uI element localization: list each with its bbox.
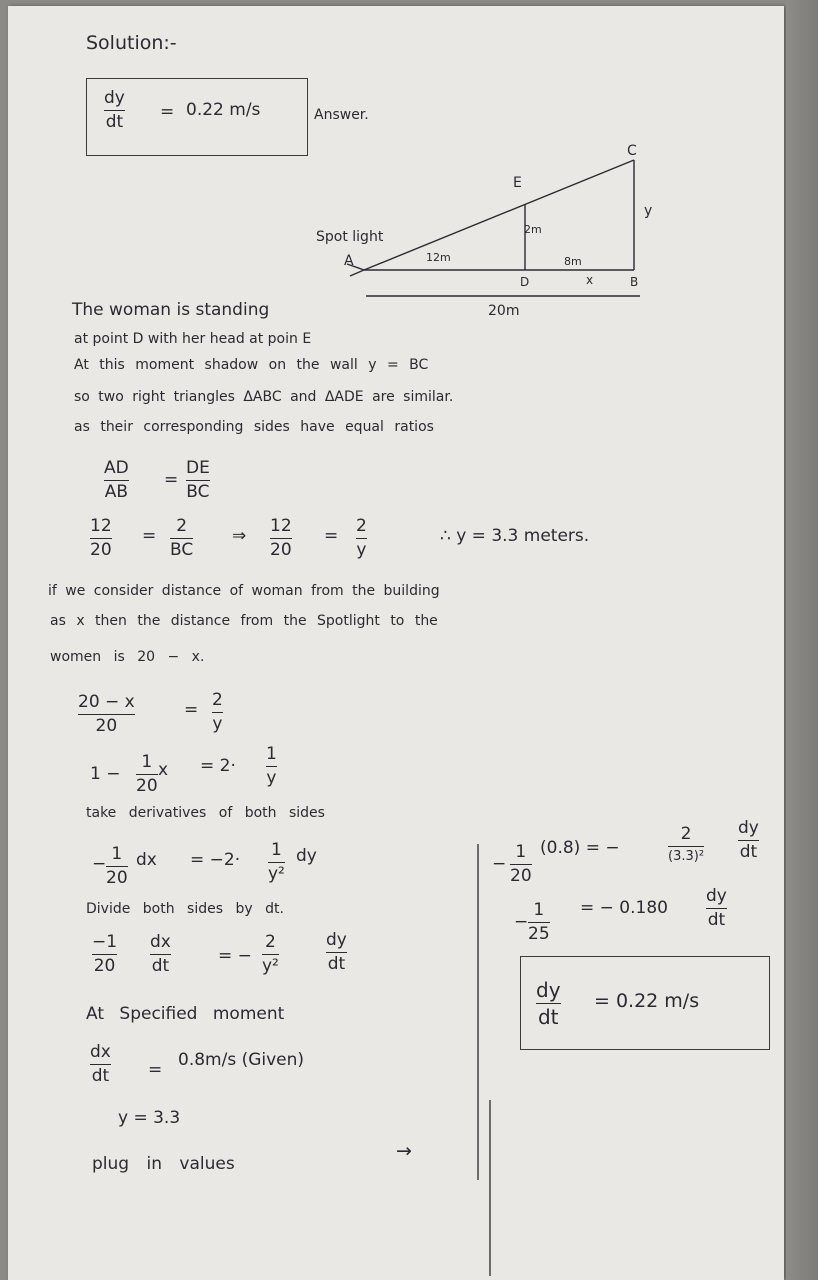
final-answer-value: = 0.22 m/s — [594, 990, 700, 1012]
spotlight-label: Spot light — [316, 229, 384, 245]
answer-tag: Answer. — [314, 107, 369, 123]
given-value: 0.8m/s (Given) — [178, 1050, 305, 1070]
text-line-1: The woman is standing — [72, 300, 270, 320]
text-line-5a: if we consider distance of woman from the building — [48, 583, 440, 599]
label-E: E — [513, 175, 522, 191]
num-dx-a: dx — [150, 932, 171, 952]
frac-1-25 — [528, 902, 550, 943]
label-C: C — [627, 143, 637, 159]
den-y: y — [356, 540, 367, 560]
text-line-5c: women is 20 − x. — [50, 649, 205, 665]
label-y-diagram: y — [644, 203, 653, 219]
num-1-a: 1 — [141, 752, 153, 772]
num-m1: −1 — [92, 932, 118, 952]
answer-dt: dt — [105, 112, 124, 132]
text-line-3: so two right triangles ΔABC and ΔADE are similar. — [74, 389, 454, 405]
den-BC: BC — [170, 540, 194, 560]
text-line-4: as their corresponding sides have equal ratios — [74, 419, 434, 435]
label-A: A — [344, 253, 354, 269]
num-1-e: 1 — [515, 842, 527, 862]
label-8m: 8m — [564, 255, 582, 268]
divide-text: Divide both sides by dt. — [86, 901, 284, 917]
num-12-b: 12 — [270, 516, 292, 536]
num-2-c: 2 — [212, 690, 223, 710]
r2-minus: − — [514, 912, 529, 932]
den-dt-c: dt — [91, 1066, 110, 1086]
eq-sign-given: = — [148, 1060, 163, 1080]
num-2-e: 2 — [680, 824, 692, 844]
den-20-b: 20 — [270, 540, 292, 560]
result-y: ∴ y = 3.3 meters. — [440, 526, 590, 546]
answer-eq: = — [160, 102, 175, 122]
den-dt-b: dt — [327, 954, 346, 974]
plug-values-text: plug in values — [92, 1154, 235, 1174]
den-20-d: 20 — [136, 776, 158, 796]
answer-value: 0.22 m/s — [186, 100, 261, 120]
e2-rhs: = 2· — [200, 756, 236, 776]
r2-mid: = − 0.180 — [580, 898, 668, 918]
frac-dy-dt-r2 — [706, 888, 727, 929]
num-dy-final: dy — [536, 978, 561, 1002]
r1-minus: − — [492, 854, 507, 874]
e3-rhs: = −2· — [190, 850, 241, 870]
num-dy-b: dy — [738, 818, 759, 838]
arrow-right: → — [396, 1140, 412, 1162]
num-1-d: 1 — [271, 840, 282, 860]
den-dt-final: dt — [537, 1005, 559, 1029]
frac-1-20-r1 — [510, 844, 532, 885]
den-33sq: (3.3)² — [668, 849, 705, 864]
e3-minus: − — [92, 854, 107, 874]
num-2-d: 2 — [265, 932, 276, 952]
den-dt-a: dt — [151, 956, 170, 976]
num-2-b: 2 — [356, 516, 367, 536]
den-dt-d: dt — [739, 842, 758, 862]
frac-dy-dt-r1 — [738, 820, 759, 861]
den-20-e: 20 — [106, 868, 128, 888]
frac-BC: BC — [186, 482, 210, 502]
den-dt-e: dt — [707, 910, 726, 930]
frac-AD: AD — [104, 458, 129, 478]
label-B: B — [630, 275, 639, 289]
den-y-c: y — [266, 768, 277, 788]
implies-arrow: ⇒ — [232, 526, 247, 546]
e2-x: x — [158, 760, 169, 780]
num-20mx: 20 − x — [78, 692, 135, 712]
den-y2-b: y² — [262, 956, 279, 976]
den-20-c: 20 — [95, 716, 118, 736]
den-25: 25 — [528, 924, 550, 944]
text-line-5b: as x then the distance from the Spotlight to the — [50, 613, 438, 629]
num-dx-b: dx — [90, 1042, 111, 1062]
e2-lhs: 1 − — [90, 764, 121, 784]
den-20-g: 20 — [510, 866, 532, 886]
eq-sign-4: = — [184, 700, 199, 720]
num-1-c: 1 — [111, 844, 123, 864]
label-x-diagram: x — [586, 273, 594, 287]
derivatives-text: take derivatives of both sides — [86, 805, 325, 821]
r1-mid: (0.8) = − — [540, 838, 620, 858]
label-D: D — [520, 275, 530, 289]
e4-rhs: = − — [218, 946, 252, 966]
frac-AB: AB — [104, 482, 129, 502]
label-20m: 20m — [488, 303, 520, 319]
num-12-a: 12 — [90, 516, 112, 536]
frac-dy-dt-final — [536, 980, 561, 1027]
frac-DE: DE — [186, 458, 210, 478]
e3-dx: dx — [136, 850, 157, 870]
eq-sign-3: = — [324, 526, 339, 546]
at-moment-text: At Specified moment — [86, 1004, 285, 1024]
den-y2: y² — [268, 864, 285, 884]
e3-dy: dy — [296, 846, 317, 866]
y-value: y = 3.3 — [118, 1108, 181, 1128]
frac-2-33sq — [668, 826, 704, 863]
num-2-a: 2 — [176, 516, 188, 536]
num-1-f: 1 — [533, 900, 545, 920]
den-20-f: 20 — [93, 956, 116, 976]
eq-sign-2: = — [142, 526, 157, 546]
label-12m: 12m — [426, 251, 451, 264]
eq-sign-1: = — [164, 470, 179, 490]
answer-dy: dy — [104, 88, 125, 108]
label-2m: 2m — [524, 223, 542, 236]
solution-heading: Solution:- — [86, 32, 177, 54]
den-y-b: y — [212, 714, 223, 734]
den-20-a: 20 — [90, 540, 112, 560]
text-line-1b: at point D with her head at poin E — [74, 331, 312, 347]
num-1-b: 1 — [266, 744, 277, 764]
num-dy-a: dy — [326, 930, 347, 950]
num-dy-c: dy — [706, 886, 727, 906]
text-line-2: At this moment shadow on the wall y = BC — [74, 357, 429, 373]
